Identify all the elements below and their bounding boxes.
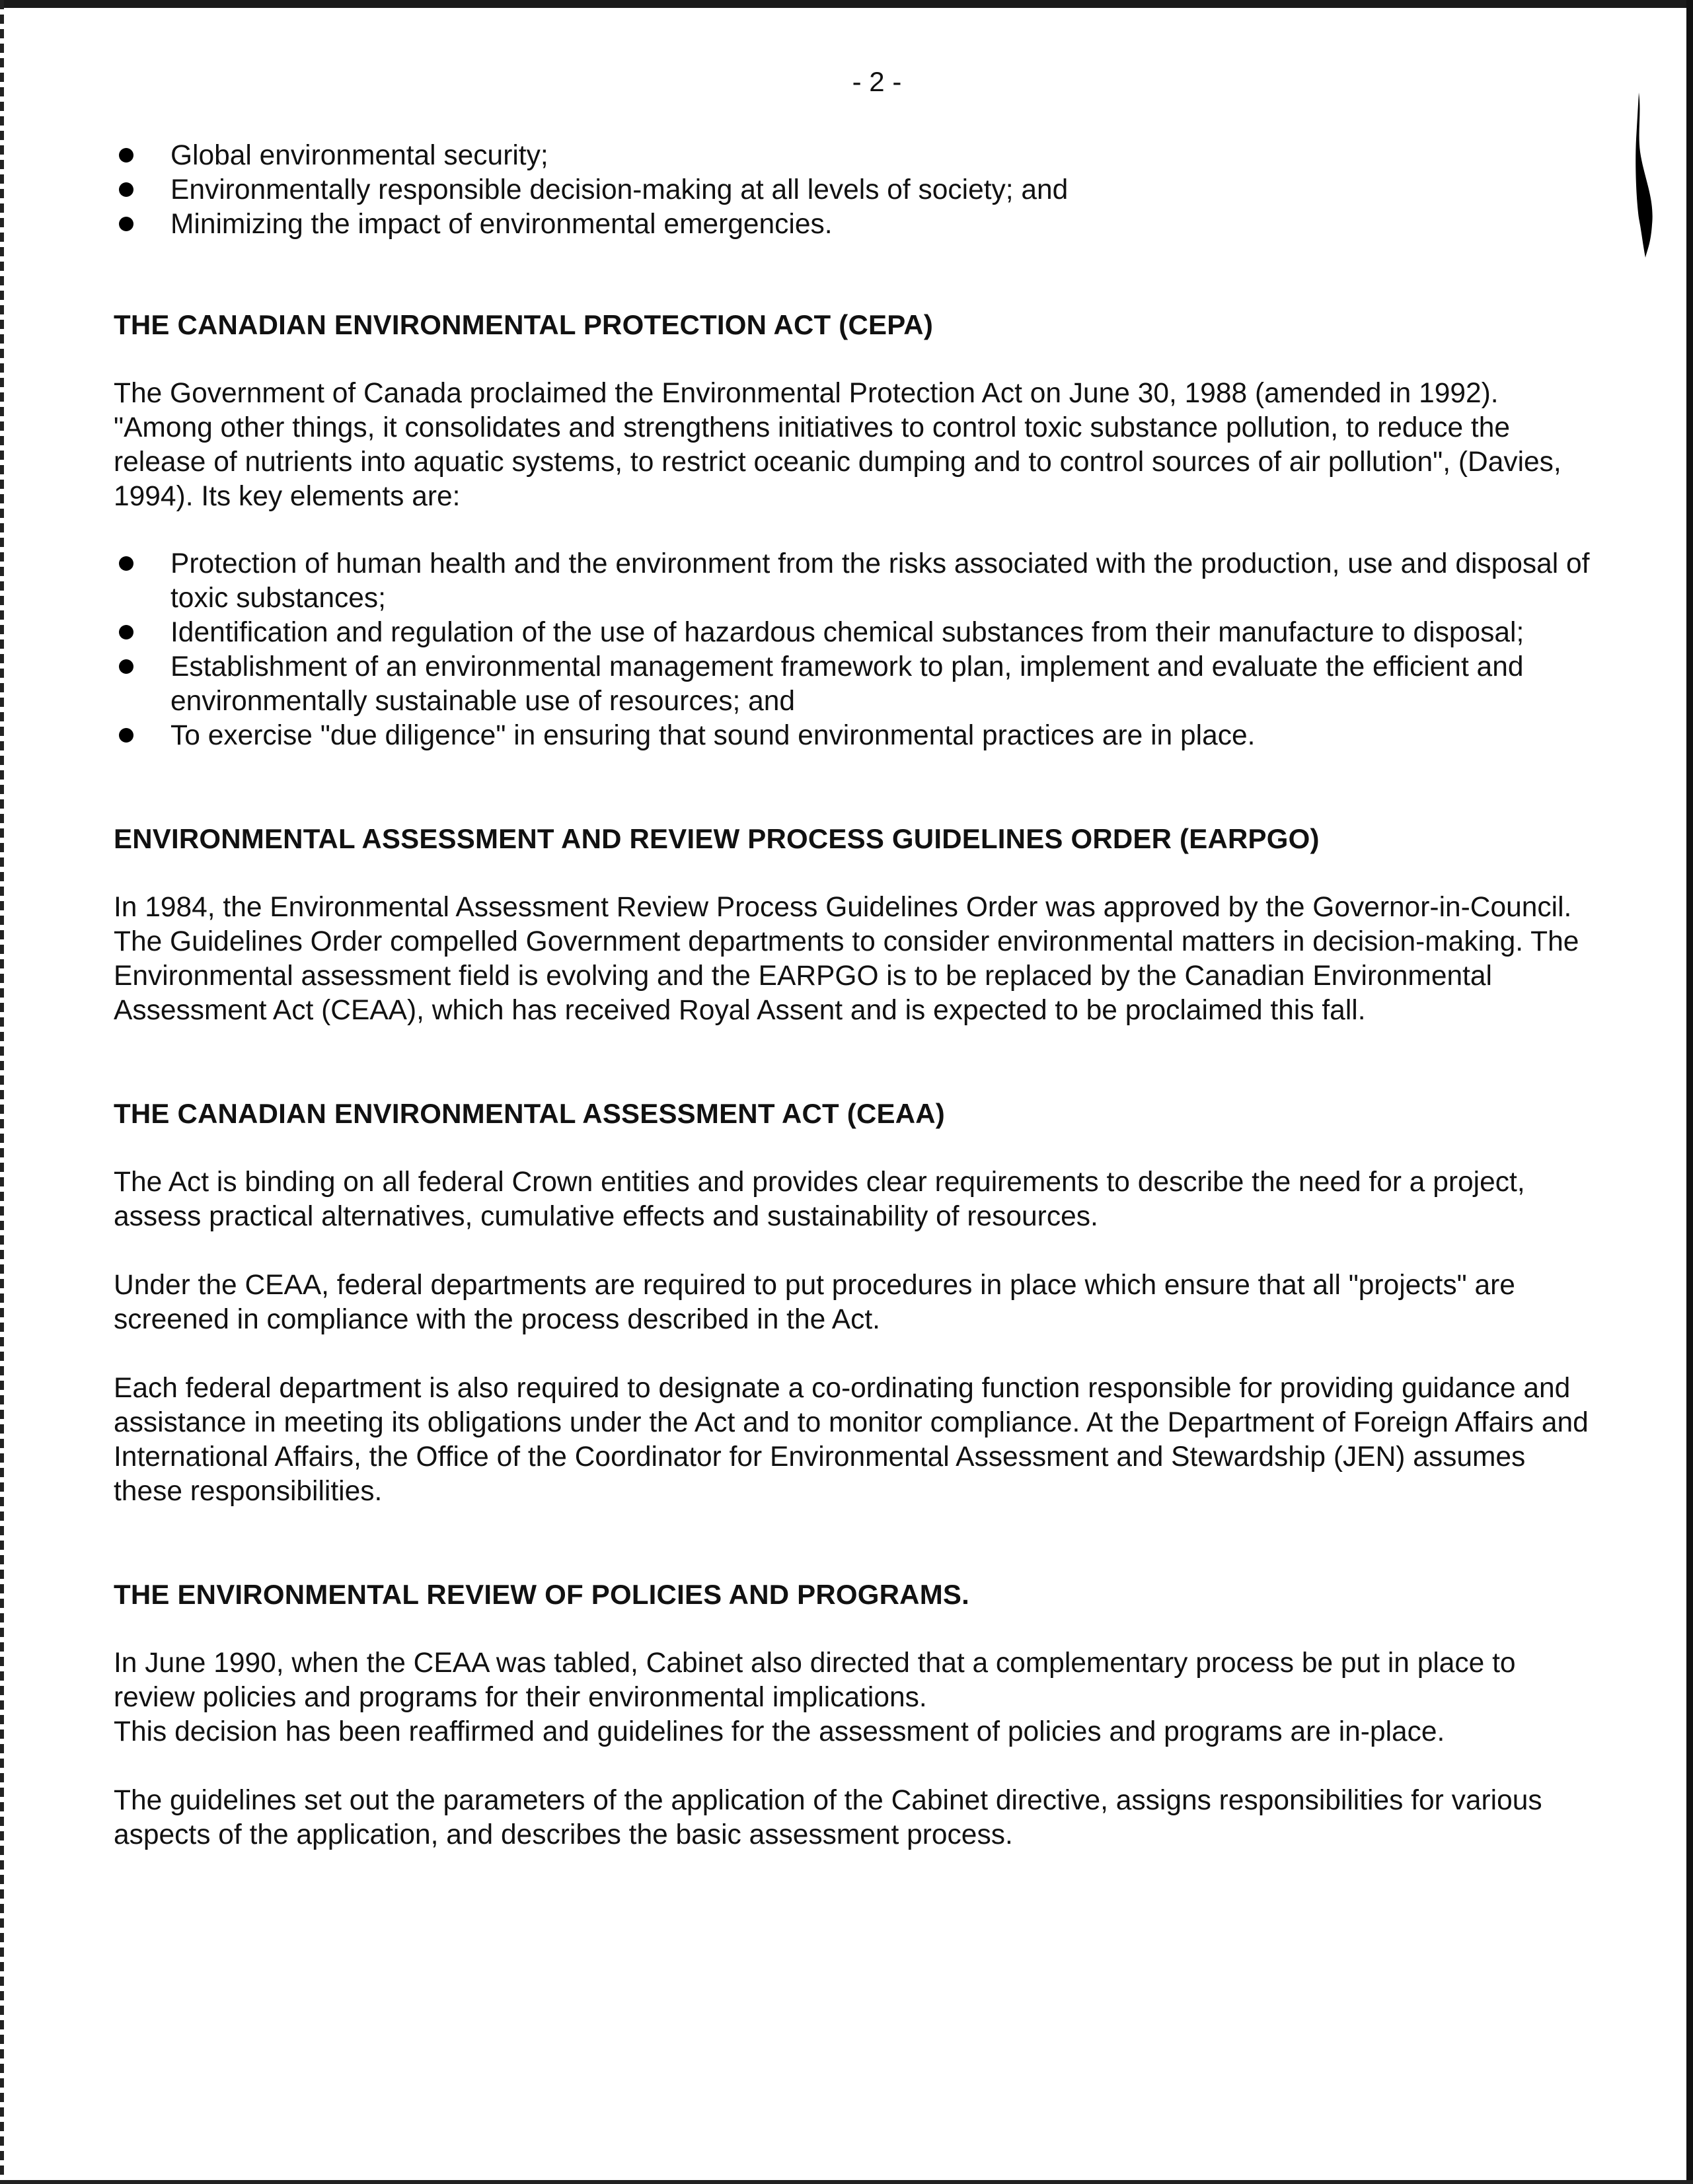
paragraph: The Act is binding on all federal Crown entities and provides clear requirements to describe the need for a project, assess practical alternatives, cumulative effects and sustainability of resources. (114, 1167, 1525, 1232)
scan-bottom-border (0, 2180, 1693, 2184)
scan-left-border (0, 0, 4, 2184)
page-number: - 2 - (852, 66, 902, 97)
paragraph: This decision has been reaffirmed and guidelines for the assessment of policies and programs are in-place. (114, 1716, 1445, 1747)
list-item: To exercise "due diligence" in ensuring that sound environmental practices are in place. (114, 719, 1600, 753)
section-cepa (114, 308, 1600, 753)
paragraph: Each federal department is also required to designate a co-ordinating function responsible for providing guidance and assistance in meeting its obligations under the Act and to monitor compliance. At the Department of Foreign Affairs and International Affairs, the Office of the Coordinator for Environmental Assessment and Stewardship (JEN) assumes these responsibilities. (114, 1373, 1589, 1507)
paragraph: In 1984, the Environmental Assessment Review Process Guidelines Order was approved by the Governor-in-Council. The Guidelines Order compelled Government departments to consider environmental matters in decision-making. The Environmental assessment field is evolving and the EARPGO is to be replaced by the Canadian Environmental Assessment Act (CEAA), which has received Royal Assent and is expected to be proclaimed this fall. (114, 892, 1579, 1026)
section-ceaa (114, 1097, 1600, 1509)
document-page (114, 66, 1600, 1852)
paragraph: The guidelines set out the parameters of the application of the Cabinet directive, assigns responsibilities for various aspects of the application, and describes the basic assessment process. (114, 1785, 1542, 1850)
list-item: Minimizing the impact of environmental emergencies. (114, 207, 1600, 242)
list-item: Identification and regulation of the use of hazardous chemical substances from their manufacture to disposal; (114, 616, 1600, 650)
list-item: Establishment of an environmental management framework to plan, implement and evaluate the efficient and environmentally sustainable use of resources; and (114, 650, 1600, 719)
scan-right-border (1686, 0, 1693, 2184)
scan-top-border (0, 0, 1693, 8)
section-heading: THE ENVIRONMENTAL REVIEW OF POLICIES AND PROGRAMS. (114, 1579, 969, 1610)
intro-bullet-list (114, 139, 1600, 242)
list-item: Environmentally responsible decision-making at all levels of society; and (114, 173, 1600, 207)
section-earpgo (114, 822, 1600, 1028)
paragraph: Under the CEAA, federal departments are required to put procedures in place which ensure that all "projects" are screened in compliance with the process described in the Act. (114, 1270, 1515, 1335)
section-heading: THE CANADIAN ENVIRONMENTAL ASSESSMENT ACT (CEAA) (114, 1098, 945, 1129)
list-item: Protection of human health and the environment from the risks associated with the production, use and disposal of toxic substances; (114, 547, 1600, 616)
list-item: Global environmental security; (114, 139, 1600, 173)
section-heading: THE CANADIAN ENVIRONMENTAL PROTECTION ACT (CEPA) (114, 309, 934, 340)
paragraph: In June 1990, when the CEAA was tabled, Cabinet also directed that a complementary process be put in place to review policies and programs for their environmental implications. (114, 1648, 1516, 1713)
margin-ink-mark (1632, 86, 1665, 264)
section-heading: ENVIRONMENTAL ASSESSMENT AND REVIEW PROCESS GUIDELINES ORDER (EARPGO) (114, 823, 1320, 854)
section-policy-review (114, 1578, 1600, 1852)
cepa-bullet-list (114, 547, 1600, 753)
paragraph: The Government of Canada proclaimed the Environmental Protection Act on June 30, 1988 (amended in 1992). "Among other things, it consolidates and strengthens initiatives to control toxic substance pollution, to reduce the release of nutrients into aquatic systems, to restrict oceanic dumping and to control sources of air pollution", (Davies, 1994). Its key elements are: (114, 378, 1561, 512)
